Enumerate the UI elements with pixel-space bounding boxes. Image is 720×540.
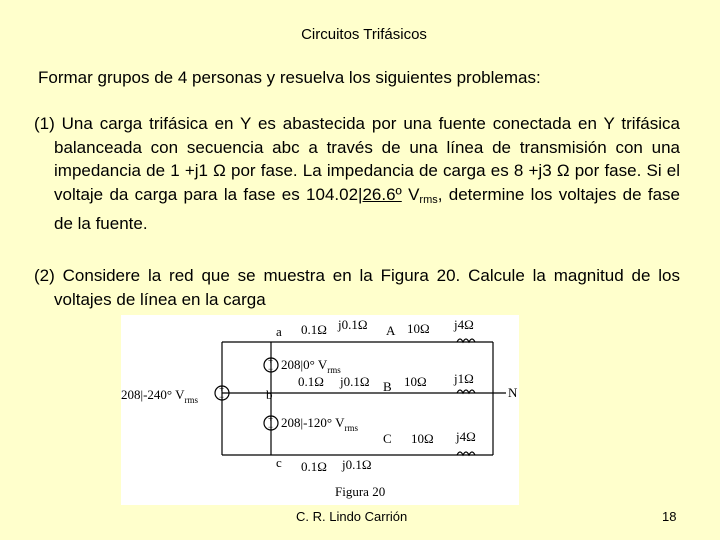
problem-1-unit-sub: rms: [419, 193, 438, 206]
load-a-x: j4Ω: [454, 317, 474, 332]
problem-2-label: (2): [34, 266, 55, 285]
node-c-label: c: [276, 455, 282, 470]
source-1-label: [281, 357, 341, 375]
source-3-plus: +: [268, 414, 274, 424]
line-c-x: j0.1Ω: [342, 457, 372, 472]
source-1-minus: −: [268, 364, 274, 374]
source-3-rms: rms: [344, 423, 359, 433]
circuit-diagram: [121, 315, 519, 505]
source-1-plus: +: [268, 356, 274, 366]
load-b-x: j1Ω: [454, 371, 474, 386]
instructions-text: Formar grupos de 4 personas y resuelva los siguientes problemas:: [38, 68, 541, 87]
problem-1-text-b: , determine los voltajes de fase de la fuente.: [54, 184, 681, 233]
line-a-x: j0.1Ω: [338, 317, 368, 332]
footer-author: C. R. Lindo Carrión: [296, 509, 408, 524]
node-N-label: N: [508, 385, 518, 400]
node-a-label: a: [276, 324, 282, 339]
node-b-label: b: [266, 387, 273, 402]
page-number: 18: [662, 509, 677, 524]
load-a-r: 10Ω: [407, 321, 430, 336]
problem-1-label: (1): [34, 114, 55, 133]
problem-2: [34, 264, 680, 311]
figure-caption: Figura 20: [335, 484, 386, 499]
problem-2-text: Considere la red que se muestra en la Figura 20. Calcule la magnitud de los voltajes de línea en la carga: [54, 266, 680, 309]
line-a-r: 0.1Ω: [301, 322, 327, 337]
circuit-figure: [121, 315, 519, 505]
problem-1-unit: V: [401, 184, 420, 204]
load-c-r: 10Ω: [411, 431, 434, 446]
load-b-r: 10Ω: [404, 374, 427, 389]
source-2-label: [121, 387, 199, 405]
source-3-value: 208|-120° V: [281, 415, 345, 430]
source-2-plus: +: [219, 384, 225, 394]
load-c-x: j4Ω: [456, 429, 476, 444]
source-2-minus: −: [219, 392, 225, 402]
node-C-label: C: [383, 431, 392, 446]
problem-1-angle: |26.6º: [358, 184, 402, 204]
source-1-rms: rms: [327, 365, 341, 375]
problem-1-text-a: Una carga trifásica en Y es abastecida por una fuente conectada en Y trifásica balanceada con secuencia abc a través de una línea de transmisión con una impedancia de 1 +j1 Ω por fase. La impedancia de carga es 8 +j3 Ω por fase. Si el voltaje da carga para la fase es 104.02: [54, 114, 680, 204]
source-1-value: 208|0° V: [281, 357, 328, 372]
node-B-label: B: [383, 379, 392, 394]
slide-title: Circuitos Trifásicos: [301, 26, 427, 43]
problem-1: [34, 112, 680, 236]
source-3-minus: −: [268, 422, 274, 432]
source-2-value: 208|-240° V: [121, 387, 185, 402]
source-2-rms: rms: [184, 395, 199, 405]
source-3-label: [281, 415, 359, 433]
line-b-x: j0.1Ω: [340, 374, 370, 389]
line-b-r: 0.1Ω: [298, 374, 324, 389]
node-A-label: A: [386, 323, 396, 338]
line-c-r: 0.1Ω: [301, 459, 327, 474]
